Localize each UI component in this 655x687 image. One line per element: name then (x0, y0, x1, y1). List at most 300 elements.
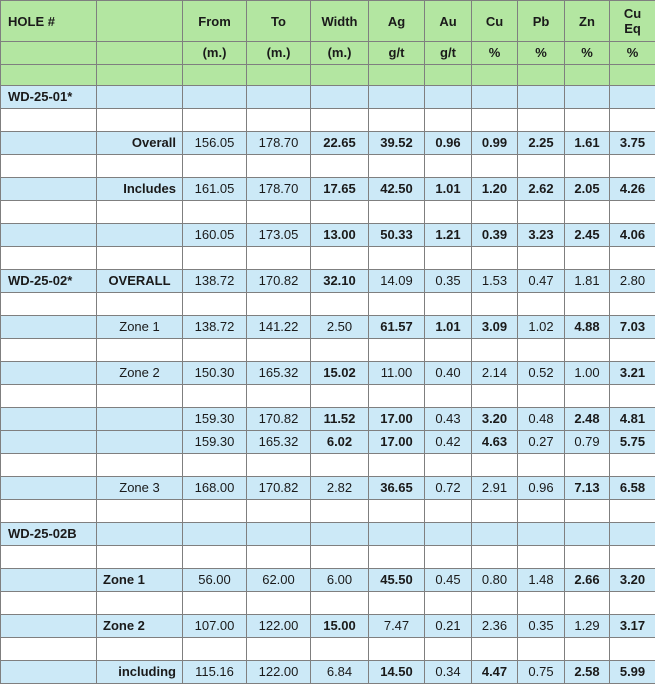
value-cell-cueq: 4.81 (610, 408, 655, 431)
value-cell-cueq: 5.99 (610, 661, 655, 684)
value-cell-zn (565, 523, 610, 546)
value-cell-cueq (610, 339, 655, 362)
spacer-cell (1, 65, 97, 86)
value-cell-cueq: 3.17 (610, 615, 655, 638)
value-cell-from: 107.00 (183, 615, 247, 638)
value-cell-from (183, 546, 247, 569)
value-cell-pb: 0.52 (518, 362, 565, 385)
value-cell-zn (565, 546, 610, 569)
unit-cell-ag: g/t (369, 42, 425, 65)
spacer-cell (369, 65, 425, 86)
interval-label-cell (97, 247, 183, 270)
value-cell-cueq: 7.03 (610, 316, 655, 339)
interval-label-cell (97, 592, 183, 615)
value-cell-to (247, 109, 311, 132)
value-cell-zn (565, 293, 610, 316)
data-row (1, 132, 655, 155)
value-cell-width (311, 500, 369, 523)
value-cell-au (425, 500, 472, 523)
value-cell-zn (565, 247, 610, 270)
data-row (1, 615, 655, 638)
value-cell-au (425, 592, 472, 615)
value-cell-to (247, 546, 311, 569)
value-cell-cu (472, 454, 518, 477)
value-cell-to (247, 339, 311, 362)
value-cell-ag: 39.52 (369, 132, 425, 155)
value-cell-from: 161.05 (183, 178, 247, 201)
value-cell-ag (369, 339, 425, 362)
data-row (1, 224, 655, 247)
hole-id-cell (1, 408, 97, 431)
hole-id-cell: WD-25-02* (1, 270, 97, 293)
value-cell-ag: 45.50 (369, 569, 425, 592)
unit-cell-cueq: % (610, 42, 655, 65)
value-cell-au: 0.40 (425, 362, 472, 385)
value-cell-width (311, 454, 369, 477)
data-row (1, 316, 655, 339)
value-cell-cu (472, 293, 518, 316)
value-cell-cu (472, 523, 518, 546)
unit-cell-cu: % (472, 42, 518, 65)
value-cell-pb: 3.23 (518, 224, 565, 247)
hole-id-cell: WD-25-01* (1, 86, 97, 109)
value-cell-to (247, 385, 311, 408)
value-cell-au (425, 247, 472, 270)
hole-id-cell (1, 431, 97, 454)
value-cell-cu (472, 385, 518, 408)
value-cell-zn: 7.13 (565, 477, 610, 500)
data-row (1, 178, 655, 201)
value-cell-ag (369, 247, 425, 270)
unit-cell-from: (m.) (183, 42, 247, 65)
value-cell-from: 138.72 (183, 316, 247, 339)
value-cell-cueq (610, 86, 655, 109)
spacer-row (1, 155, 655, 178)
value-cell-cu (472, 201, 518, 224)
data-row (1, 270, 655, 293)
unit-cell-label (97, 42, 183, 65)
value-cell-from: 168.00 (183, 477, 247, 500)
spacer-row (1, 500, 655, 523)
value-cell-to: 170.82 (247, 477, 311, 500)
interval-label-cell: OVERALL (97, 270, 183, 293)
value-cell-cueq (610, 247, 655, 270)
spacer-row (1, 592, 655, 615)
value-cell-ag: 14.50 (369, 661, 425, 684)
value-cell-ag: 36.65 (369, 477, 425, 500)
value-cell-au (425, 638, 472, 661)
spacer-row (1, 339, 655, 362)
value-cell-cu (472, 247, 518, 270)
value-cell-width: 6.02 (311, 431, 369, 454)
value-cell-to (247, 638, 311, 661)
interval-label-cell (97, 523, 183, 546)
value-cell-cueq: 4.26 (610, 178, 655, 201)
value-cell-to: 173.05 (247, 224, 311, 247)
value-cell-width (311, 638, 369, 661)
header-cell-cu: Cu (472, 1, 518, 42)
value-cell-ag: 17.00 (369, 408, 425, 431)
value-cell-width: 13.00 (311, 224, 369, 247)
value-cell-to: 165.32 (247, 362, 311, 385)
value-cell-width (311, 546, 369, 569)
value-cell-au (425, 385, 472, 408)
value-cell-from (183, 86, 247, 109)
value-cell-au: 0.45 (425, 569, 472, 592)
value-cell-au: 0.72 (425, 477, 472, 500)
value-cell-au: 0.43 (425, 408, 472, 431)
spacer-cell (183, 65, 247, 86)
value-cell-zn: 0.79 (565, 431, 610, 454)
value-cell-au (425, 155, 472, 178)
spacer-row (1, 247, 655, 270)
value-cell-ag (369, 385, 425, 408)
value-cell-au: 1.01 (425, 178, 472, 201)
data-row (1, 523, 655, 546)
value-cell-pb (518, 155, 565, 178)
unit-cell-width: (m.) (311, 42, 369, 65)
value-cell-ag: 17.00 (369, 431, 425, 454)
interval-label-cell: Overall (97, 132, 183, 155)
value-cell-width (311, 592, 369, 615)
value-cell-cueq (610, 201, 655, 224)
interval-label-cell (97, 339, 183, 362)
value-cell-pb: 0.96 (518, 477, 565, 500)
value-cell-zn (565, 86, 610, 109)
hole-id-cell (1, 569, 97, 592)
header-cell-au: Au (425, 1, 472, 42)
value-cell-cueq: 3.75 (610, 132, 655, 155)
value-cell-to (247, 201, 311, 224)
value-cell-to (247, 523, 311, 546)
value-cell-pb: 0.47 (518, 270, 565, 293)
hole-id-cell (1, 155, 97, 178)
interval-label-cell (97, 546, 183, 569)
interval-label-cell (97, 454, 183, 477)
value-cell-pb: 0.75 (518, 661, 565, 684)
value-cell-pb (518, 293, 565, 316)
spacer-cell (247, 65, 311, 86)
value-cell-cu (472, 155, 518, 178)
value-cell-from (183, 523, 247, 546)
value-cell-width (311, 155, 369, 178)
value-cell-zn: 2.66 (565, 569, 610, 592)
spacer-cell (97, 65, 183, 86)
value-cell-ag (369, 454, 425, 477)
value-cell-zn (565, 201, 610, 224)
value-cell-from (183, 201, 247, 224)
value-cell-cu: 3.09 (472, 316, 518, 339)
value-cell-zn: 2.45 (565, 224, 610, 247)
value-cell-au (425, 339, 472, 362)
value-cell-from (183, 293, 247, 316)
hole-id-cell: WD-25-02B (1, 523, 97, 546)
value-cell-ag (369, 201, 425, 224)
value-cell-pb (518, 523, 565, 546)
units-row (1, 42, 655, 65)
value-cell-cu: 2.91 (472, 477, 518, 500)
spacer-row (1, 546, 655, 569)
value-cell-ag (369, 500, 425, 523)
value-cell-cueq (610, 500, 655, 523)
value-cell-ag (369, 592, 425, 615)
data-row (1, 408, 655, 431)
value-cell-au (425, 109, 472, 132)
value-cell-pb: 1.48 (518, 569, 565, 592)
value-cell-cu: 1.20 (472, 178, 518, 201)
interval-label-cell (97, 293, 183, 316)
value-cell-from (183, 109, 247, 132)
spacer-cell (518, 65, 565, 86)
value-cell-width (311, 385, 369, 408)
data-row (1, 362, 655, 385)
interval-label-cell (97, 431, 183, 454)
unit-cell-pb: % (518, 42, 565, 65)
value-cell-cueq (610, 385, 655, 408)
interval-label-cell (97, 500, 183, 523)
value-cell-width: 15.02 (311, 362, 369, 385)
value-cell-cu: 0.99 (472, 132, 518, 155)
interval-label-cell (97, 224, 183, 247)
value-cell-to: 165.32 (247, 431, 311, 454)
value-cell-width (311, 201, 369, 224)
value-cell-pb (518, 546, 565, 569)
value-cell-from (183, 155, 247, 178)
value-cell-to (247, 155, 311, 178)
value-cell-zn (565, 592, 610, 615)
value-cell-cueq (610, 546, 655, 569)
value-cell-zn: 1.81 (565, 270, 610, 293)
value-cell-to (247, 592, 311, 615)
value-cell-au (425, 454, 472, 477)
unit-cell-hole (1, 42, 97, 65)
data-row (1, 431, 655, 454)
spacer-cell (472, 65, 518, 86)
value-cell-width: 6.00 (311, 569, 369, 592)
value-cell-ag: 50.33 (369, 224, 425, 247)
value-cell-ag: 42.50 (369, 178, 425, 201)
value-cell-pb (518, 592, 565, 615)
value-cell-zn: 4.88 (565, 316, 610, 339)
value-cell-ag (369, 86, 425, 109)
value-cell-from: 115.16 (183, 661, 247, 684)
value-cell-au: 0.42 (425, 431, 472, 454)
value-cell-ag: 14.09 (369, 270, 425, 293)
value-cell-pb (518, 86, 565, 109)
value-cell-width: 15.00 (311, 615, 369, 638)
value-cell-to (247, 247, 311, 270)
value-cell-ag: 11.00 (369, 362, 425, 385)
value-cell-cu (472, 86, 518, 109)
hole-id-cell (1, 178, 97, 201)
data-row (1, 477, 655, 500)
value-cell-au (425, 546, 472, 569)
value-cell-cu (472, 592, 518, 615)
interval-label-cell (97, 385, 183, 408)
hole-id-cell (1, 339, 97, 362)
value-cell-zn (565, 385, 610, 408)
value-cell-to: 170.82 (247, 270, 311, 293)
value-cell-au: 0.34 (425, 661, 472, 684)
hole-id-cell (1, 500, 97, 523)
value-cell-zn (565, 638, 610, 661)
value-cell-pb: 2.25 (518, 132, 565, 155)
spacer-cell (565, 65, 610, 86)
interval-label-cell (97, 201, 183, 224)
value-cell-width: 2.50 (311, 316, 369, 339)
data-row (1, 661, 655, 684)
value-cell-to: 122.00 (247, 615, 311, 638)
interval-label-cell (97, 408, 183, 431)
value-cell-zn (565, 500, 610, 523)
value-cell-from: 56.00 (183, 569, 247, 592)
spacer-cell (311, 65, 369, 86)
value-cell-from (183, 247, 247, 270)
value-cell-ag (369, 155, 425, 178)
value-cell-cu: 2.36 (472, 615, 518, 638)
hole-id-cell (1, 638, 97, 661)
value-cell-width (311, 86, 369, 109)
value-cell-to: 122.00 (247, 661, 311, 684)
value-cell-width: 11.52 (311, 408, 369, 431)
value-cell-width (311, 523, 369, 546)
value-cell-pb: 0.35 (518, 615, 565, 638)
value-cell-cu (472, 500, 518, 523)
value-cell-from (183, 592, 247, 615)
value-cell-cueq: 3.20 (610, 569, 655, 592)
interval-label-cell (97, 638, 183, 661)
value-cell-from (183, 454, 247, 477)
value-cell-zn: 2.05 (565, 178, 610, 201)
value-cell-cueq (610, 293, 655, 316)
hole-id-cell (1, 477, 97, 500)
hole-id-cell (1, 132, 97, 155)
value-cell-from: 150.30 (183, 362, 247, 385)
spacer-row (1, 293, 655, 316)
hole-id-cell (1, 293, 97, 316)
interval-label-cell: Zone 2 (97, 615, 183, 638)
header-cell-to: To (247, 1, 311, 42)
value-cell-pb: 2.62 (518, 178, 565, 201)
value-cell-au: 0.96 (425, 132, 472, 155)
value-cell-to (247, 454, 311, 477)
value-cell-zn (565, 109, 610, 132)
value-cell-zn (565, 155, 610, 178)
value-cell-from: 159.30 (183, 408, 247, 431)
value-cell-cu: 3.20 (472, 408, 518, 431)
value-cell-from: 160.05 (183, 224, 247, 247)
unit-cell-au: g/t (425, 42, 472, 65)
header-cell-pb: Pb (518, 1, 565, 42)
value-cell-au (425, 523, 472, 546)
spacer-cell (610, 65, 655, 86)
hole-id-cell (1, 316, 97, 339)
value-cell-cu (472, 339, 518, 362)
header-row (1, 1, 655, 42)
value-cell-pb (518, 454, 565, 477)
interval-label-cell (97, 155, 183, 178)
value-cell-width: 22.65 (311, 132, 369, 155)
value-cell-zn (565, 339, 610, 362)
value-cell-pb (518, 638, 565, 661)
value-cell-ag (369, 109, 425, 132)
value-cell-pb (518, 339, 565, 362)
value-cell-zn: 1.29 (565, 615, 610, 638)
value-cell-from: 138.72 (183, 270, 247, 293)
spacer-row (1, 385, 655, 408)
data-row (1, 569, 655, 592)
value-cell-width: 6.84 (311, 661, 369, 684)
value-cell-to: 62.00 (247, 569, 311, 592)
hole-id-cell (1, 546, 97, 569)
spacer-row (1, 638, 655, 661)
value-cell-to: 170.82 (247, 408, 311, 431)
hole-id-cell (1, 201, 97, 224)
value-cell-width (311, 247, 369, 270)
value-cell-pb (518, 109, 565, 132)
value-cell-pb (518, 201, 565, 224)
value-cell-zn (565, 454, 610, 477)
value-cell-cueq (610, 155, 655, 178)
header-cell-width: Width (311, 1, 369, 42)
value-cell-cueq: 6.58 (610, 477, 655, 500)
value-cell-zn: 1.00 (565, 362, 610, 385)
value-cell-cueq: 5.75 (610, 431, 655, 454)
table-body (1, 1, 655, 684)
value-cell-pb: 0.48 (518, 408, 565, 431)
value-cell-au (425, 293, 472, 316)
value-cell-ag (369, 638, 425, 661)
interval-label-cell: Zone 3 (97, 477, 183, 500)
value-cell-cu: 2.14 (472, 362, 518, 385)
value-cell-to (247, 500, 311, 523)
interval-label-cell (97, 86, 183, 109)
value-cell-width: 2.82 (311, 477, 369, 500)
value-cell-au: 0.35 (425, 270, 472, 293)
value-cell-ag (369, 293, 425, 316)
spacer-row (1, 201, 655, 224)
header-cell-hole: HOLE # (1, 1, 97, 42)
value-cell-cu: 4.47 (472, 661, 518, 684)
interval-label-cell: Zone 2 (97, 362, 183, 385)
value-cell-cueq (610, 523, 655, 546)
unit-cell-to: (m.) (247, 42, 311, 65)
value-cell-cu: 0.80 (472, 569, 518, 592)
spacer-row (1, 454, 655, 477)
value-cell-pb (518, 247, 565, 270)
value-cell-zn: 2.58 (565, 661, 610, 684)
value-cell-from (183, 638, 247, 661)
hole-id-cell (1, 615, 97, 638)
interval-label-cell (97, 109, 183, 132)
interval-label-cell: Includes (97, 178, 183, 201)
unit-cell-zn: % (565, 42, 610, 65)
value-cell-width (311, 293, 369, 316)
spacer-cell (425, 65, 472, 86)
value-cell-from (183, 339, 247, 362)
value-cell-to (247, 86, 311, 109)
interval-label-cell: including (97, 661, 183, 684)
header-cell-zn: Zn (565, 1, 610, 42)
interval-label-cell: Zone 1 (97, 569, 183, 592)
value-cell-ag (369, 546, 425, 569)
value-cell-au: 1.21 (425, 224, 472, 247)
value-cell-cu: 1.53 (472, 270, 518, 293)
value-cell-zn: 1.61 (565, 132, 610, 155)
value-cell-pb: 1.02 (518, 316, 565, 339)
value-cell-from (183, 385, 247, 408)
hole-id-cell (1, 362, 97, 385)
